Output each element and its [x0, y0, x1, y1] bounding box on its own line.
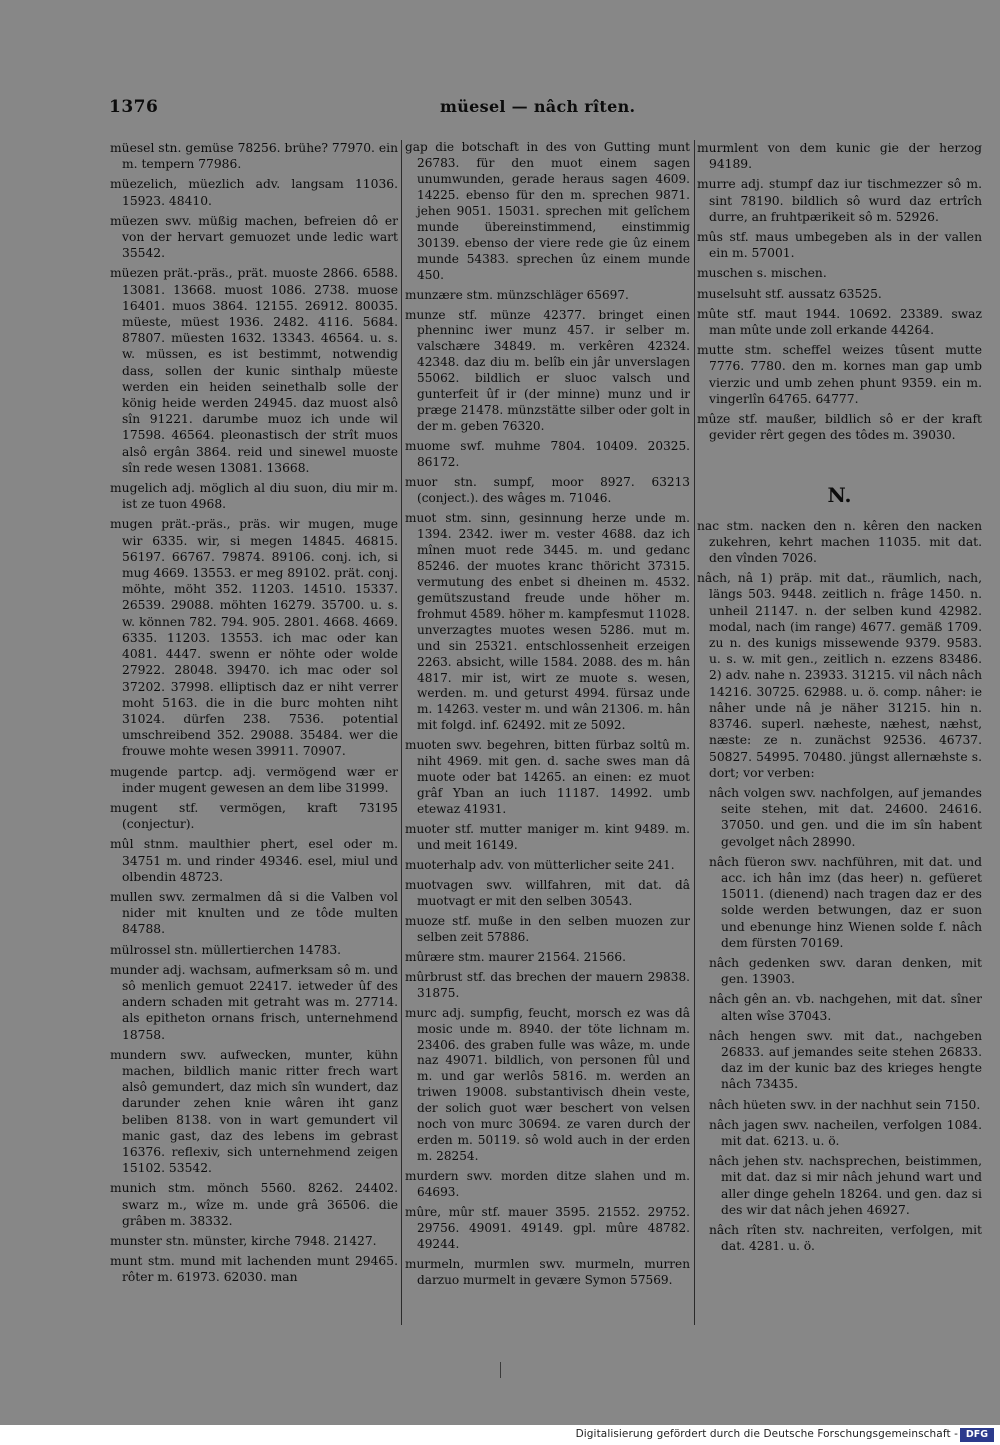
dictionary-entry: müezelich, müezlich adv. langsam 11036. 15923. 48410. [110, 177, 398, 208]
dictionary-entry: muor stn. sumpf, moor 8927. 63213 (conject.). des wâges m. 71046. [405, 475, 690, 506]
dictionary-subentry: nâch volgen swv. nachfolgen, auf jemandes seite stehen, mit dat. 24600. 24616. 37050. und gen. und die im sîn habent gevolget nâch 28990. [709, 785, 982, 849]
dictionary-entry: murdern swv. morden ditze slahen und m. 64693. [405, 1169, 690, 1200]
dictionary-entry: müezen prät.-präs., prät. muoste 2866. 6588. 13081. 13668. muost 1086. 2738. muose 16401. muos 3864. 12155. 26912. 80035. müeste, müest 1936. 2482. 4116. 5684. 87807. müesten 1632. 13343. 46564. u. s. w. müssen, es ist bestimmt, notwendig dass, sollen der kunic sinthalp müeste werden ein heiden seinethalb solle der könig heide werden 24945. daz muost alsô sîn 91221. darumbe muoz ich unde wil 17598. 46564. pleonastisch der strît muos alsô ergân 3864. reid und sinewel muoste sîn rede wesen 13081. 13668. [110, 266, 398, 475]
running-head: müesel — nâch rîten. [440, 97, 636, 116]
dictionary-entry: nâch, nâ 1) präp. mit dat., räumlich, nach, längs 503. 9448. zeitlich n. frâge 1450. n. unheil 21147. n. der selben kund 42982. modal, nach (im range) 4677. gemäß 1709. zu n. des kunigs missewende 9379. 9583. u. s. w. mit gen., zeitlich n. ezzens 83486. 2) adv. nahe n. 23933. 31215. vil nâch nâch 14216. 30725. 62988. u. ö. comp. nâher: ie nâher unde nâ je näher 31215. hin n. 83746. superl. næheste, næhest, næhst, næste: ze n. zunächst 92536. 46737. 50827. 54995. 70480. jüngst allernæhste s. dort; vor verben: [697, 571, 982, 780]
dictionary-entry: mundern swv. aufwecken, munter, kühn machen, bildlich manic ritter frech wart alsô gemundert, daz mich sîn wundert, daz darunder zehen knie wâren iht ganz beliben 8138. von in wart gemundert vil manic gast, daz des lebens im gebrast 16376. reflexiv, sich unternehmend zeigen 15102. 53542. [110, 1047, 398, 1176]
dictionary-entry: mûre, mûr stf. mauer 3595. 21552. 29752. 29756. 49091. 49149. gpl. mûre 48782. 49244. [405, 1205, 690, 1251]
funding-credit: Digitalisierung gefördert durch die Deutsche Forschungsgemeinschaft - [575, 1428, 958, 1440]
dictionary-entry: müesel stn. gemüse 78256. brühe? 77970. ein m. tempern 77986. [110, 141, 398, 172]
dictionary-entry: mugende partcp. adj. vermögend wær er inder mugent gewesen an dem libe 31999. [110, 764, 398, 795]
dictionary-entry: muoterhalp adv. von mütterlicher seite 241. [405, 857, 675, 872]
dictionary-entry: mutte stm. scheffel weizes tûsent mutte 7776. 7780. den m. kornes man gap umb vierzic und umb zehen phunt 9359. ein m. vingerlîn 64765. 64777. [697, 343, 982, 406]
page-number: 1376 [109, 97, 159, 117]
dictionary-entry: muot stm. sinn, gesinnung herze unde m. 1394. 2342. iwer m. vester 4688. daz ich mînen muot rede 3445. m. und gedanc 85246. der muotes kranc thöricht 37315. vermutung des enbet si dheinen m. 4532. gemütszustand freude unde höher m. frohmut 4589. höher m. kampfesmut 11028. unverzagtes muotes wesen 5286. mut m. und sin 25321. entschlossenheit erzeigen 2263. absicht, wille 1584. 2088. des m. hân 4817. mir ist, wirt ze muote s. wesen, werden. m. und geturst 4994. fürsaz unde m. 14263. vester m. und wân 21306. m. hân mit folgd. inf. 62492. mit ze 5092. [405, 510, 690, 733]
dictionary-entry: mûte stf. maut 1944. 10692. 23389. swaz man mûte unde zoll erkande 44264. [697, 306, 982, 338]
dictionary-subentry: nâch rîten stv. nachreiten, verfolgen, mit dat. 4281. u. ö. [709, 1222, 982, 1254]
dictionary-subentry: nâch füeron swv. nachführen, mit dat. und acc. ich hân imz (das heer) n. gefüeret 15011. (dienend) nach tragen daz er des solde werden betwungen, daz er suon und ebenunge hinz Wienen solde f. nâch dem fürsten 70169. [709, 854, 982, 950]
dictionary-entry: muschen s. mischen. [697, 266, 827, 281]
dictionary-entry: munzære stm. münzschläger 65697. [405, 287, 629, 302]
dictionary-entry: mûrære stm. maurer 21564. 21566. [405, 949, 626, 964]
dictionary-entry: muoten swv. begehren, bitten fürbaz soltû m. niht 4969. mit gen. d. sache swes man dâ muote oder bat 14265. an einen: ez muot grâf Yban an iuch 11187. 14992. umb etewaz 41931. [405, 738, 690, 817]
column-divider [694, 140, 695, 1325]
dfg-logo: DFG [960, 1428, 994, 1442]
dictionary-subentry: nâch jehen stv. nachsprechen, beistimmen, mit dat. daz si mir nâch jehund wart und aller dinge geheln 18264. und gen. daz si des wir dat nâch jehen 46927. [709, 1154, 982, 1217]
section-letter: N. [827, 483, 852, 508]
dictionary-entry: munder adj. wachsam, aufmerksam sô m. und sô menlich gemuot 22417. ietweder ûf des andern schaden mit getraht was m. 27714. als epitheton ornans frisch, unternehmend 18758. [110, 962, 398, 1042]
dictionary-entry: murmlent von dem kunic gie der herzog 94189. [697, 141, 982, 172]
dictionary-entry: muselsuht stf. aussatz 63525. [697, 286, 882, 301]
column-2 [405, 140, 690, 1293]
dictionary-entry: munt stm. mund mit lachenden munt 29465. rôter m. 61973. 62030. man [110, 1254, 398, 1285]
dictionary-entry: muotvagen swv. willfahren, mit dat. dâ muotvagt er mit den selben 30543. [405, 877, 690, 908]
dictionary-entry: muome swf. muhme 7804. 10409. 20325. 86172. [405, 439, 690, 470]
dictionary-entry: munze stf. münze 42377. bringet einen phenninc iwer munz 457. ir selber m. valschære 34849. m. verkêren 42324. 42348. daz diu m. belîb ein jâr unverslagen 55062. bildlich er sluoc valsch und gunterfeit ûf ir (der minne) munz und ir prægе 21478. münzstätte silber oder golt in der m. geben 76320. [405, 307, 690, 434]
dictionary-subentry: nâch gedenken swv. daran denken, mit gen. 13903. [709, 955, 982, 987]
dictionary-entry: munich stm. mönch 5560. 8262. 24402. swarz m., wîze m. unde grâ 36506. die grâben m. 38332. [110, 1181, 398, 1228]
dictionary-entry: mûrbrust stf. das brechen der mauern 29838. 31875. [405, 969, 690, 1000]
dictionary-entry: mugent stf. vermögen, kraft 73195 (conjectur). [110, 800, 398, 832]
dictionary-entry: munster stn. münster, kirche 7948. 21427. [110, 1234, 377, 1248]
dictionary-entry: mûze stf. maußer, bildlich sô er der kraft gevider rêrt gegen des tôdes m. 39030. [697, 412, 982, 443]
dictionary-entry: mûl stnm. maulthier phert, esel oder m. 34751 m. und rinder 49346. esel, miul und olbendin 48723. [110, 837, 398, 884]
column-1 [110, 140, 398, 1290]
dictionary-entry: nac stm. nacken den n. kêren den nacken zukehren, kehrt machen 11035. mit dat. den vînden 7026. [697, 518, 982, 566]
dictionary-entry: mülrossel stn. müllertierchen 14783. [110, 942, 342, 957]
scan-mark [500, 1362, 501, 1378]
dictionary-subentry: nâch jagen swv. nacheilen, verfolgen 1084. mit dat. 6213. u. ö. [709, 1117, 982, 1148]
dictionary-entry: müezen swv. müßig machen, befreien dô er von der hervart gemuozet unde ledic wart 35542. [110, 213, 398, 261]
dictionary-entry: mugen prät.-präs., präs. wir mugen, muge wir 6335. wir, si megen 14845. 46815. 56197. 66767. 79874. 89106. conj. ich, si mug 4669. 13553. er meg 89102. prät. conj. möhte, möht 352. 11203. 14510. 15337. 26539. 29088. möhten 16279. 35700. u. s. w. können 782. 794. 905. 2801. 4668. 4669. 6335. 11203. 13553. ich mac oder kan 4081. 4447. swenn er nöhte oder wolde 27922. 28048. 39470. ich mac oder sol 37202. 37998. elliptisch daz er niht verrer moht 5163. die in die burc mohten niht 31024. dürfen 238. 7536. potential umschreibend 352. 29088. 35484. wer die frouwe mohte wesen 39911. 70907. [110, 517, 398, 759]
column-3 [697, 140, 982, 1258]
dictionary-entry: murmeln, murmlen swv. murmeln, murren darzuo murmelt in gevære Symon 57569. [405, 1256, 690, 1287]
dictionary-entry: murre adj. stumpf daz iur tischmezzer sô m. sint 78190. bildlich sô wurd daz ertrîch durre, an fruhtpærikeit sô m. 52926. [697, 177, 982, 224]
dictionary-entry: mûs stf. maus umbegeben als in der vallen ein m. 57001. [697, 230, 982, 261]
dictionary-entry: muoze stf. muße in den selben muozen zur selben zeit 57886. [405, 913, 690, 944]
dictionary-subentry: nâch hüeten swv. in der nachhut sein 7150. [709, 1097, 981, 1112]
dictionary-entry: murc adj. sumpfig, feucht, morsch ez was dâ mosic unde m. 8940. der töte lichnam m. 23406. des graben fulle was wâze, m. unde naz 49071. bildlich, von personen fûl und m. und gar werlôs 5816. m. werden an triwen 19008. substantivisch dhein veste, der solich guot wær beschert von velsen noch von murc 30694. ze varen durch der erden m. 50119. sô wold auch in der erden m. 28254. [405, 1005, 690, 1164]
dictionary-subentry: nâch gên an. vb. nachgehen, mit dat. sîner alten wîse 37043. [709, 992, 982, 1023]
dictionary-subentry: nâch hengen swv. mit dat., nachgeben 26833. auf jemandes seite stehen 26833. daz im der kunic baz des krieges hengte nâch 73435. [709, 1028, 982, 1092]
column-divider [401, 140, 402, 1325]
dictionary-entry: muoter stf. mutter maniger m. kint 9489. m. und meit 16149. [405, 822, 690, 853]
dictionary-entry: mugelich adj. möglich al diu suon, diu mir m. ist ze tuon 4968. [110, 481, 398, 512]
dictionary-entry: mullen swv. zermalmen dâ si die Valben vol nider mit knulten und ze tôde multen 84788. [110, 889, 398, 937]
dictionary-entry: gap die botschaft in des von Gutting munt 26783. für den muot einem sagen unumwunden, gerade heraus sagen 4609. 14225. ebenso für den m. sprechen 9871. jehen 9051. 15031. sprechen mit gelîchem munde übereinstimmend, einstimmig 30139. ebenso der viere rede gie ûz einem munde 54383. sprechen ûz einem munde 450. [405, 140, 690, 282]
